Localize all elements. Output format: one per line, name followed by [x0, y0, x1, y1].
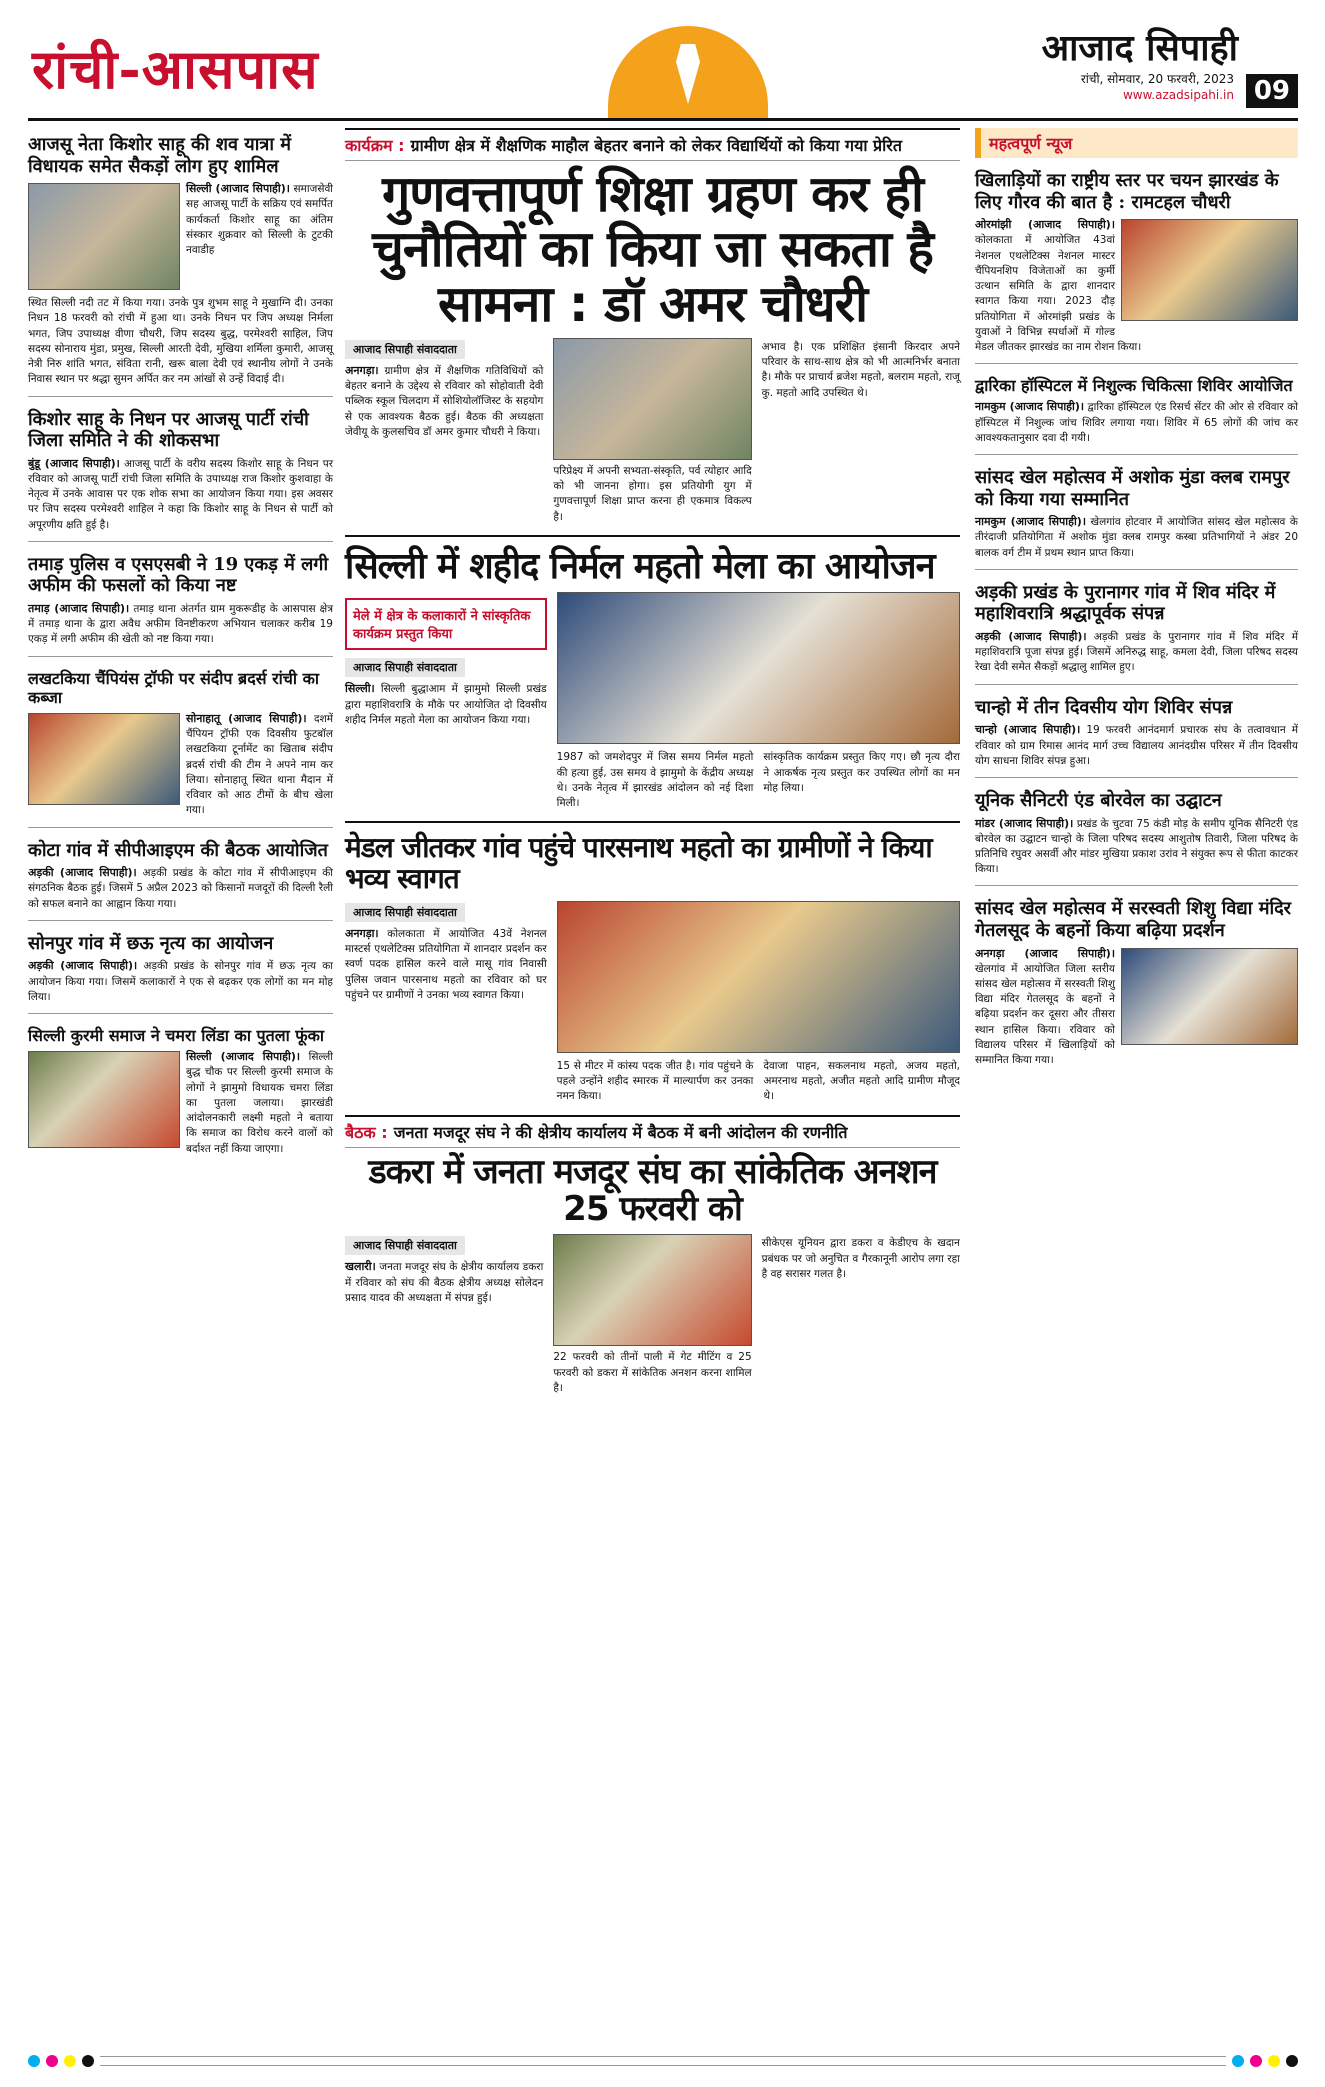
story-kishor-sahu-funeral [28, 128, 333, 397]
headline: चान्हो में तीन दिवसीय योग शिविर संपन्न [975, 696, 1233, 718]
masthead [28, 18, 1298, 121]
photo-athletes-felicitation [1121, 219, 1298, 321]
headline: खिलाड़ियों का राष्ट्रीय स्तर पर चयन झारखंड के लिए गौरव की बात है : रामटहल चौधरी [975, 170, 1279, 213]
body-text: 1987 को जमशेदपुर में जिस समय निर्मल महतो की हत्या हुई, उस समय वे झामुमो के केंद्रीय अध्यक्ष थे। उनके नेतृत्व में झारखंड आंदोलन को नई दिशा मिली। [556, 751, 754, 810]
left-column [28, 128, 333, 1171]
photo-fair-stage [557, 592, 960, 744]
body-text: सिल्ली बुद्ध चौक पर सिल्ली कुरमी समाज के लोगों ने झामुमो विधायक चमरा लिंडा का पुतला जलाया। झारखंडी आंदोलनकारी लक्ष्मी महतो ने बताया कि समाज का विरोध करने वालों को बर्दाश्त नहीं किया जाएगा। [186, 1051, 333, 1155]
story-school-sports [975, 892, 1298, 1076]
yellow-dot-icon [64, 2055, 76, 2067]
headline: लखटकिया चैंपियंस ट्रॉफी पर संदीप ब्रदर्स रांची का कब्जा [28, 668, 320, 707]
headline: कोटा गांव में सीपीआइएम की बैठक आयोजित [28, 839, 328, 861]
logo-sun-icon [608, 26, 768, 118]
body-text: तमाड़ थाना अंतर्गत ग्राम मुकरूडीह के आसपास क्षेत्र में तमाड़ थाना के द्वारा अवैध अफीम विनष्टीकरण अभियान चलाकर करीब 19 एकड़ में लगी अफीम की खेती को नष्ट किया गया। [28, 602, 333, 646]
photo-school-girls [1121, 948, 1298, 1045]
headline: सांसद खेल महोत्सव में अशोक मुंडा क्लब रामपुर को किया गया सम्मानित [975, 467, 1290, 510]
magenta-dot-icon [1250, 2055, 1262, 2067]
black-dot-icon [1286, 2055, 1298, 2067]
bureau-label: आजाद सिपाही संवाददाता [345, 658, 465, 677]
photo-athlete-garlanded [557, 901, 960, 1053]
body-text: सिल्ली बुद्धाआम में झामुमो सिल्ली प्रखंड द्वारा महाशिवरात्रि के मौके पर आयोजित दो दिवसीय शहीद निर्मल महतो मेला का आयोजन किया गया। [345, 683, 547, 726]
dateline: मांडर (आजाद सिपाही)। [975, 816, 1074, 830]
photo-effigy [28, 1051, 180, 1148]
photo-school-meeting [553, 338, 751, 460]
black-dot-icon [82, 2055, 94, 2067]
story-union-hunger-strike-headline: डकरा में जनता मजदूर संघ का सांकेतिक अनशन 25 फरवरी को [368, 1151, 937, 1229]
dateline: नामकुम (आजाद सिपाही)। [975, 400, 1085, 414]
footer-rule [100, 2056, 1226, 2066]
website-link[interactable]: www.azadsipahi.in [1122, 88, 1234, 102]
kicker-band-education [345, 128, 960, 161]
body-text: 15 से मीटर में कांस्य पदक जीत है। गांव पहुंचने के पहले उन्होंने शहीद स्मारक में माल्यार्पण कर उनका नमन किया। [556, 1059, 754, 1103]
story-effigy-burnt [28, 1020, 333, 1165]
dateline: सिल्ली। [345, 682, 375, 696]
dateline: सिल्ली (आजाद सिपाही)। [186, 182, 290, 196]
headline: मेडल जीतकर गांव पहुंचे पारसनाथ महतो का ग्रामीणों ने किया भव्य स्वागत [345, 831, 932, 896]
headline: तमाड़ पुलिस व एसएसबी ने 19 एकड़ में लगी अफीम की फसलों को किया नष्ट [28, 553, 329, 597]
dateline: सोनाहातू (आजाद सिपाही)। [186, 712, 307, 725]
headline: सिल्ली कुरमी समाज ने चमरा लिंडा का पुतला फूंका [28, 1026, 325, 1046]
story-athlete-welcome [345, 821, 960, 1106]
story-mahashivratri-puja [975, 576, 1298, 685]
story-opium-destroyed [28, 548, 333, 657]
bureau-label: आजाद सिपाही संवाददाता [345, 903, 465, 922]
headline: सांसद खेल महोत्सव में सरस्वती शिशु विद्या मंदिर गेतलसूद के बहनों किया बढ़िया प्रदर्शन [975, 898, 1292, 941]
dateline: ओरमांझी (आजाद सिपाही)। [975, 218, 1115, 232]
kicker-text: ग्रामीण क्षेत्र में शैक्षणिक माहौल बेहतर बनाने को लेकर विद्यार्थियों को किया गया प्रेरित [410, 136, 902, 155]
body-text: अड़की प्रखंड के सोनपुर गांव में छऊ नृत्य का आयोजन किया गया। जिसमें कलाकारों ने एक से बढ़कर एक लोगों का मन मोह लिया। [28, 960, 333, 1003]
body-text: सांस्कृतिक कार्यक्रम प्रस्तुत किए गए। छौ नृत्य दौरा ने आकर्षक नृत्य प्रस्तुत कर उपस्थित लोगों का मन मोह लिया। [763, 751, 961, 794]
dateline: बुंडू (आजाद सिपाही)। [28, 456, 120, 470]
kicker-band-union [345, 1115, 960, 1148]
important-news-label: महत्वपूर्ण न्यूज [975, 128, 1298, 158]
bureau-label: आजाद सिपाही संवाददाता [345, 1236, 465, 1255]
dateline: अड़की (आजाद सिपाही)। [28, 866, 137, 880]
dateline: अनगड़ा। [345, 364, 379, 377]
cyan-dot-icon [1232, 2055, 1244, 2067]
issue-date: रांची, सोमवार, 20 फरवरी, 2023 [1080, 72, 1234, 86]
story-condolence-meeting [28, 403, 333, 542]
headline: सिल्ली में शहीद निर्मल महतो मेला का आयोजन [345, 545, 935, 587]
story-football-trophy [28, 663, 333, 828]
body-text: द्वारिका हॉस्पिटल एंड रिसर्च सेंटर की ओर से रविवार को हॉस्पिटल में निशुल्क जांच शिविर लगाया गया। शिविर में 65 लोगों की जांच कर आवश्यकतानुसार दवा दी गयी। [975, 401, 1298, 444]
dateline: नामकुम (आजाद सिपाही)। [975, 515, 1086, 529]
dateline: अनगड़ा। [345, 926, 379, 940]
yellow-dot-icon [1268, 2055, 1280, 2067]
dateline: अड़की (आजाद सिपाही)। [28, 959, 138, 973]
body-text: अड़की प्रखंड के पुरानागर गांव में शिव मंदिर में महाशिवरात्रि पूजा संपन्न हुई। जिसमें अनिरुद्ध साहू, कमला देवी, जिला परिषद सदस्य रेखा देवी समेत सैकड़ों श्रद्धालु शामिल हुए। [975, 631, 1298, 674]
story-sanitary-shop-inauguration [975, 784, 1298, 886]
body-text: कोलकाता में आयोजित 43वें नेशनल मास्टर्स एथलेटिक्स प्रतियोगिता में शानदार प्रदर्शन कर स्वर्ण पदक हासिल करने वाले मासू गांव निवासी पुलिस जवान पारसनाथ महतो का रविवार को घर पहुंचने पर ग्रामीणों ने उनका भव्य स्वागत किया। [345, 927, 547, 1001]
middle-column [345, 128, 960, 1398]
body-text: अड़की प्रखंड के कोटा गांव में सीपीआइएम की संगठनिक बैठक हुई। जिसमें 5 अप्रैल 2023 को किसानों मजदूरों की दिल्ली रैली को सफल बनाने का आह्वान किया गया। [28, 867, 333, 910]
bureau-label: आजाद सिपाही संवाददाता [345, 340, 465, 359]
kicker-text: जनता मजदूर संघ ने की क्षेत्रीय कार्यालय में बैठक में बनी आंदोलन की रणनीति [393, 1122, 848, 1142]
body-text: 19 फरवरी आनंदमार्ग प्रचारक संघ के तत्वावधान में रविवार को ग्राम रिमास आनंद मार्ग उच्च विद्यालय आनंदग्रीस परिसर में तीन दिवसीय योग साधना शिविर संपन्न हुआ। [975, 724, 1298, 767]
headline: किशोर साहू के निधन पर आजसू पार्टी रांची जिला समिति ने की शोकसभा [28, 408, 309, 452]
pull-quote: मेले में क्षेत्र के कलाकारों ने सांस्कृतिक कार्यक्रम प्रस्तुत किया [345, 598, 547, 650]
dateline: अड़की (आजाद सिपाही)। [975, 630, 1087, 644]
body-text: प्रखंड के चुटवा 75 कंडी मोड़ के समीप यूनिक सैनिटरी एंड बोरवेल का उद्घाटन चान्हो के जिला परिषद सदस्य आशुतोष तिवारी, जिला परिषद के प्रतिनिधि रघुवर असर्वी और मांडर मुखिया प्रकाश उरांव ने संयुक्त रूप से फीता काटकर किया। [975, 817, 1299, 876]
headline: अड़की प्रखंड के पुरानागर गांव में शिव मंदिर में महाशिवरात्रि श्रद्धापूर्वक संपन्न [975, 581, 1276, 625]
headline: यूनिक सैनिटरी एंड बोरवेल का उद्घाटन [975, 789, 1222, 811]
dateline: अनगड़ा (आजाद सिपाही)। [975, 946, 1115, 960]
dateline: तमाड़ (आजाद सिपाही)। [28, 601, 130, 615]
story-nirmal-mahto-fair [345, 535, 960, 813]
story-free-medical-camp [975, 370, 1298, 455]
cyan-dot-icon [28, 2055, 40, 2067]
page-number: 09 [1246, 74, 1298, 108]
body-text: सीकेएस यूनियन द्वारा डकरा व केडीएच के खदान प्रबंधक पर जो अनुचित व गैरकानूनी आरोप लगा रहा है वह सरासर गलत है। [761, 1237, 960, 1280]
dateline: चान्हो (आजाद सिपाही)। [975, 723, 1081, 737]
body-text: 22 फरवरी को तीनों पाली में गेट मीटिंग व 25 फरवरी को डकरा में सांकेतिक अनशन करना शामिल है। [553, 1351, 752, 1394]
body-text: ग्रामीण क्षेत्र में शैक्षणिक गतिविधियों को बेहतर बनाने के उद्देश्य से रविवार को सोहोवाती देवी पब्लिक स्कूल चिलदाग में सोशियोलॉजिस्ट के सहयोग से एक आवश्यक बैठक हुई। बैठक की अध्यक्षता जेवीयू के कुलसचिव डॉ अमर कुमार चौधरी ने किया। [345, 365, 544, 438]
body-text: स्थित सिल्ली नदी तट में किया गया। उनके पुत्र शुभम साहू ने मुखाग्नि दी। उनका निधन 18 फरवरी को रांची में हुआ था। उनके निधन पर जिप अध्यक्ष निर्मला भगत, जिप उपाध्यक्ष वीणा चौधरी, जिप सदस्य बुद्ध, परमेश्वरी साहिल, जिप सदस्य सोनाराय मुंडा, प्रमुख, सिल्ली आरती देवी, मुखिया शर्मिला कुमारी, आजसू नेत्री निरु शांति भगत, संविता रानी, खरू बाला देवी एवं स्थानीय लोगों ने उनके निवास स्थान पर श्रद्धा सुमन अर्पित कर नम आंखों से उन्हें विदाई दी। [28, 297, 333, 386]
pen-nib-icon [676, 44, 700, 104]
photo-union-meeting [553, 1234, 751, 1346]
kicker-label: कार्यक्रम : [345, 136, 405, 155]
body-text: जनता मजदूर संघ के क्षेत्रीय कार्यालय डकरा में रविवार को संघ की बैठक क्षेत्रीय अध्यक्ष सोलेदन प्रसाद यादव की अध्यक्षता में संपन्न हुई। [345, 1261, 544, 1304]
paper-name: आजाद सिपाही [1041, 27, 1238, 69]
story-yoga-camp [975, 691, 1298, 778]
story-union-hunger-strike [345, 1234, 960, 1398]
photo-funeral [28, 183, 180, 290]
magenta-dot-icon [46, 2055, 58, 2067]
body-text: खेलगांव में आयोजित जिला स्तरीय सांसद खेल महोत्सव में सरस्वती शिशु विद्या मंदिर गेतलसूद के बहनों ने बढ़िया प्रदर्शन कर दूसरा और तीसरा स्थान हासिल किया। रविवार को विद्यालय परिसर में खिलाड़ियों को सम्मानित किया गया। [975, 962, 1115, 1067]
footer-registration-marks [28, 2052, 1298, 2070]
body-text: देवाजा पाहन, सकलनाथ महतो, अजय महतो, अमरनाथ महतो, अजीत महतो आदि ग्रामीण मौजूद थे। [763, 1059, 961, 1103]
dateline: खलारी। [345, 1260, 376, 1274]
body-text: समाजसेवी सह आजसू पार्टी के सक्रिय एवं समर्पित कार्यकर्ता किशोर साहू का अंतिम संस्कार शुक्रवार को सिल्ली के टुटकी नवाडीह [186, 183, 333, 257]
lead-story-body [345, 338, 960, 527]
headline: आजसू नेता किशोर साहू की शव यात्रा में विधायक समेत सैकड़ों लोग हुए शामिल [28, 134, 292, 177]
story-athletes-national-selection [975, 164, 1298, 364]
kicker-label: बैठक : [345, 1122, 388, 1142]
story-cpim-meeting [28, 834, 333, 921]
section-title: रांची-आसपास [32, 37, 319, 101]
body-text: अभाव है। एक प्रशिक्षित इंसानी किरदार अपने परिवार के साथ-साथ क्षेत्र को भी आत्मनिर्भर बनाता है। मौके पर प्राचार्य ब्रजेश महतो, बलराम महतो, राजू कु. महतो आदि उपस्थित थे। [761, 341, 960, 399]
body-text: परिप्रेक्ष्य में अपनी सभ्यता-संस्कृति, पर्व त्योहार आदि को भी जानना होगा। इस प्रतियोगी युग में गुणवत्तापूर्ण शिक्षा प्राप्त करना ही एकमात्र विकल्प है। [553, 465, 752, 523]
body-text: खेलगांव होटवार में आयोजित सांसद खेल महोत्सव के तीरंदाजी प्रतियोगिता में अशोक मुंडा क्लब रामपुर कस्बा प्रतिभागियों ने अंडर 20 बालक वर्ग टीम में प्रथम स्थान प्राप्त किया। [975, 516, 1298, 559]
body-text: कोलकाता में आयोजित 43वां नेशनल एथलेटिक्स नेशनल मास्टर चैंपियनशिप विजेताओं का कुर्मी उत्थान समिति के द्वारा शानदार स्वागत किया गया। 2023 दौड़ प्रतियोगिता में ओरमांझी प्रखंड के युवाओं ने विभिन्न स्पर्धाओं में गोल्ड मेडल जीतकर झारखंड का नाम रोशन किया। [975, 234, 1142, 353]
body-text: आजसू पार्टी के वरीय सदस्य किशोर साहू के निधन पर रविवार को आजसू पार्टी रांची जिला समिति के उपाध्यक्ष राज किशोर कुशवाहा के नेतृत्व में उनके आवास पर एक शोक सभा का आयोजन किया गया। इस अवसर पर जिप सदस्य परमेश्वरी शाहिल ने कहा कि किशोर साहू के निधन से पार्टी को अपूरणीय क्षति हुई है। [28, 457, 333, 531]
story-chhau-dance [28, 927, 333, 1014]
story-archery-club-honoured [975, 461, 1298, 570]
headline: सोनपुर गांव में छऊ नृत्य का आयोजन [28, 932, 274, 954]
photo-football-team [28, 713, 180, 805]
headline: द्वारिका हॉस्पिटल में निशुल्क चिकित्सा शिविर आयोजित [975, 376, 1293, 396]
right-column [975, 128, 1298, 1082]
lead-headline: गुणवत्तापूर्ण शिक्षा ग्रहण कर ही चुनौतियों का किया जा सकता है सामना : डॉ अमर चौधरी [372, 165, 933, 333]
dateline: सिल्ली (आजाद सिपाही)। [186, 1050, 301, 1064]
body-text: दशमें चैंपियन ट्रॉफी एक दिवसीय फुटबॉल लखटकिया टूर्नामेंट का खिताब संदीप ब्रदर्स रांची की टीम ने अपने नाम कर लिया। सोनाहातू स्थित थाना मैदान में रविवार को आठ टीमों के बीच खेला गया। [186, 713, 334, 817]
